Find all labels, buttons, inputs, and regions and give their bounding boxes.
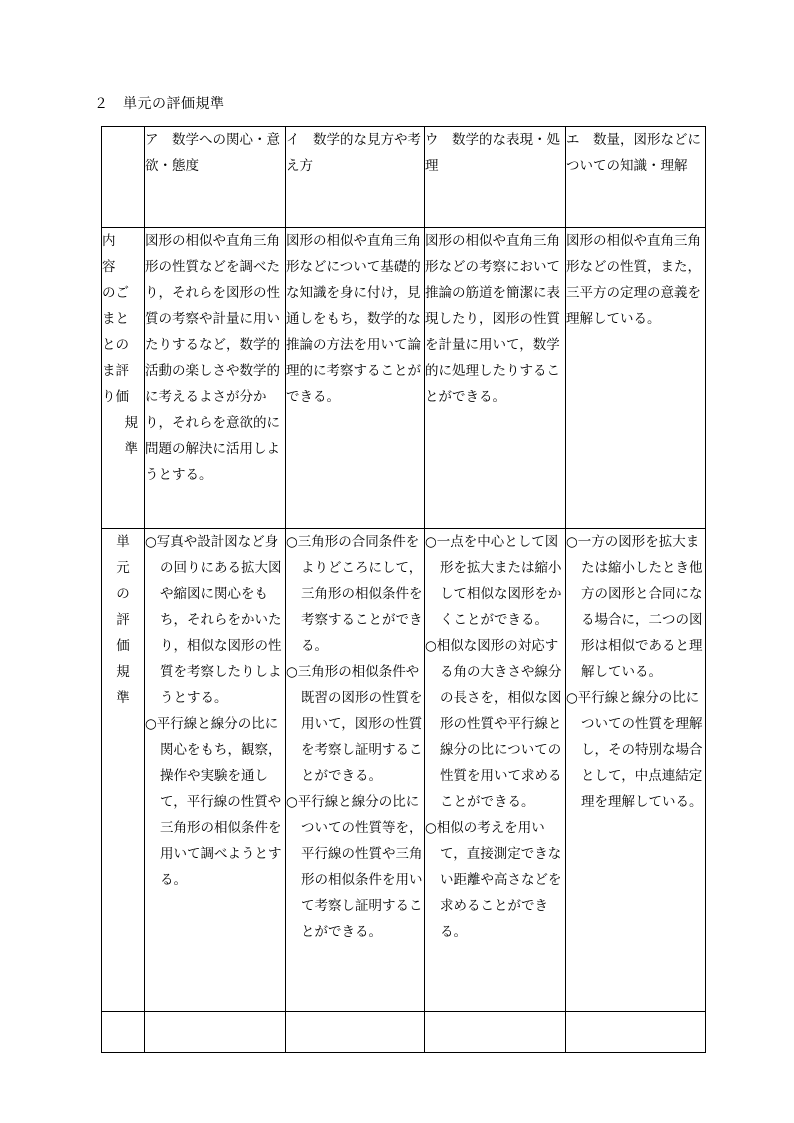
criteria-item: ○平行線と線分の比についての性質等を，平行線の性質や三角形の相似条件を用いて考察し証明することができる。 [286,794,423,940]
content-criteria-knowledge: 図形の相似や直角三角形などの性質，また，三平方の定理の意義を理解している。 [566,228,706,529]
header-row [102,127,706,228]
criteria-item: ○一点を中心として図形を拡大または縮小して相似な図形をかくことができる。 [425,534,562,628]
header-corner-cell [102,127,145,228]
criteria-item: ○写真や設計図など身の回りにある拡大図や縮図に関心をもち，それらをかいたり，相似な図形の性質を考察したりしようとする。 [145,534,282,706]
content-criteria-label [102,228,145,529]
label-char: 規 [116,664,130,680]
label-char: 準 [116,690,130,706]
empty-cell [102,1012,145,1053]
unit-criteria-row [102,529,706,1012]
unit-criteria-thinking [286,529,425,1012]
label-line: ま評 [102,363,129,379]
unit-criteria-label [102,529,145,1012]
unit-criteria-knowledge [566,529,706,1012]
label-char: 評 [116,612,130,628]
content-criteria-row [102,228,706,529]
empty-cell [566,1012,706,1053]
criteria-item: ○相似な図形の対応する角の大きさや線分の長さを，相似な図形の性質や平行線と線分の比についての性質を用いて求めることができる。 [425,638,562,810]
label-line: 容 [102,259,116,275]
header-thinking: イ 数学的な見方や考え方 [286,127,425,228]
label-line: のご [102,285,129,301]
empty-cell [145,1012,286,1053]
content-criteria-thinking: 図形の相似や直角三角形などについて基礎的な知識を身に付け，見通しをもち，数学的な推論の方法を用いて論理的に考察することができる。 [286,228,425,529]
label-line: り価 [102,389,129,405]
label-char: の [116,586,130,602]
evaluation-criteria-table [101,126,706,1053]
criteria-item: ○平行線と線分の比に関心をもち，観察，操作や実験を通して，平行線の性質や三角形の相似条件を用いて調べようとする。 [145,716,282,888]
label-char: 元 [116,560,130,576]
unit-criteria-expression [425,529,566,1012]
label-line: 準 [124,441,138,457]
criteria-item: ○三角形の合同条件をよりどころにして，三角形の相似条件を考察することができる。 [286,534,423,654]
label-line: 規 [124,415,138,431]
criteria-item: ○相似の考えを用いて，直接測定できない距離や高さなどを求めることができる。 [425,820,562,940]
label-line: 内 [102,233,116,249]
criteria-item: ○平行線と線分の比についての性質を理解し，その特別な場合として，中点連結定理を理解している。 [566,690,703,810]
label-line: との [102,337,129,353]
unit-criteria-interest [145,529,286,1012]
label-char: 単 [116,534,130,550]
empty-cell [286,1012,425,1053]
criteria-item: ○三角形の相似条件や既習の図形の性質を用いて，図形の性質を考察し証明することができる。 [286,664,423,784]
header-interest: ア 数学への関心・意欲・態度 [145,127,286,228]
content-criteria-expression: 図形の相似や直角三角形などの考察において推論の筋道を簡潔に表現したり，図形の性質を計量に用いて，数学的に処理したりすることができる。 [425,228,566,529]
empty-cell [425,1012,566,1053]
criteria-item: ○一方の図形を拡大または縮小したとき他方の図形と合同になる場合に，二つの図形は相似であると理解している。 [566,534,703,680]
section-title: ２ 単元の評価規準 [94,96,225,112]
content-criteria-interest: 図形の相似や直角三角形の性質などを調べたり，それらを図形の性質の考察や計量に用いたりするなど，数学的活動の楽しさや数学的に考えるよさが分かり，それらを意欲的に問題の解決に活用しようとする。 [145,228,286,529]
label-char: 価 [116,638,130,654]
continuation-row [102,1012,706,1053]
header-expression: ウ 数学的な表現・処理 [425,127,566,228]
header-knowledge: エ 数量，図形などについての知識・理解 [566,127,706,228]
label-line: まと [102,311,129,327]
